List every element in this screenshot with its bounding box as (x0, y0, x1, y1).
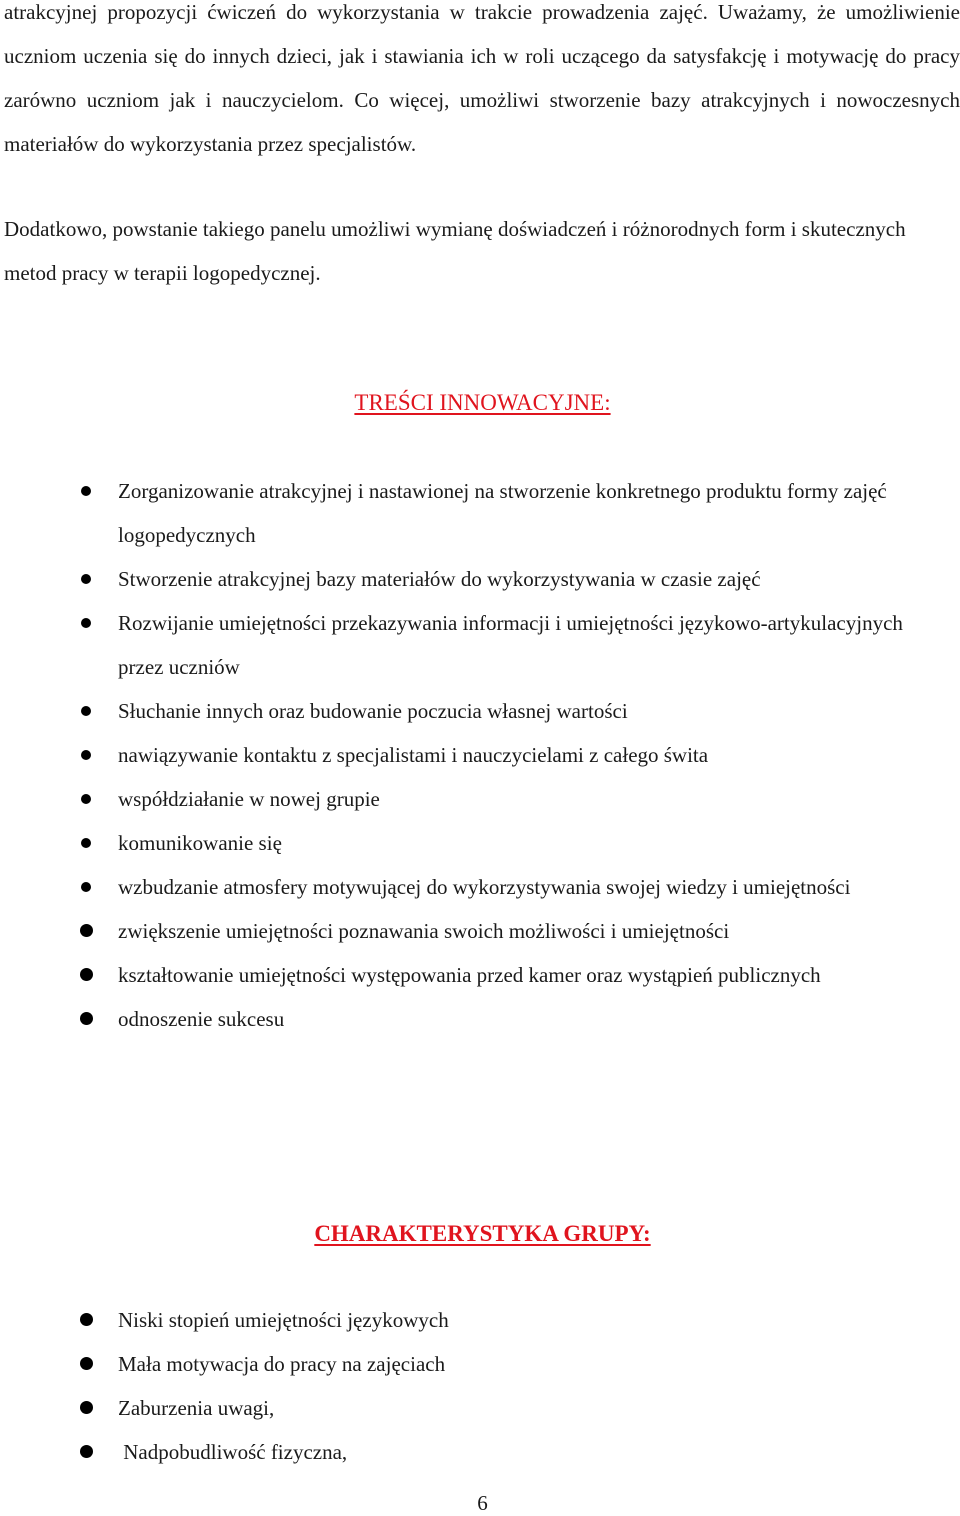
list-item (0, 777, 960, 821)
list-item-text: nawiązywanie kontaktu z specjalistami i nauczycielami z całego świta (118, 743, 709, 767)
list-item (0, 469, 960, 557)
list-item-text: Zorganizowanie atrakcyjnej i nastawionej na stworzenie konkretnego produktu formy zajęć logopedycznych (118, 479, 887, 547)
list-item-text: Nadpobudliwość fizyczna, (118, 1440, 348, 1464)
bullet-icon (81, 882, 91, 892)
list-item (0, 1342, 960, 1386)
bullet-icon (81, 838, 91, 848)
group-characteristics-list (0, 1298, 960, 1474)
list-item (0, 821, 960, 865)
innovations-list (0, 469, 960, 1041)
bullet-icon (81, 750, 91, 760)
bullet-icon (80, 968, 93, 981)
list-item-text: Mała motywacja do pracy na zajęciach (118, 1352, 446, 1376)
list-item (0, 557, 960, 601)
second-paragraph: Dodatkowo, powstanie takiego panelu umożliwi wymianę doświadczeń i różnorodnych form i skutecznych metod pracy w terapii logopedycznej. (4, 217, 906, 285)
bullet-icon (81, 574, 91, 584)
list-item (0, 997, 960, 1041)
list-item-text: Rozwijanie umiejętności przekazywania informacji i umiejętności językowo-artykulacyjnych przez uczniów (118, 611, 903, 679)
bullet-icon (80, 1401, 93, 1414)
bullet-icon (80, 1012, 93, 1025)
list-item-text: zwiększenie umiejętności poznawania swoich możliwości i umiejętności (118, 919, 730, 943)
list-item-text: Niski stopień umiejętności językowych (118, 1308, 449, 1332)
bullet-icon (81, 486, 91, 496)
list-item-text: Słuchanie innych oraz budowanie poczucia własnej wartości (118, 699, 628, 723)
bullet-icon (81, 706, 91, 716)
list-item-text: odnoszenie sukcesu (118, 1007, 285, 1031)
list-item-text: współdziałanie w nowej grupie (118, 787, 380, 811)
list-item (0, 1298, 960, 1342)
list-item (0, 953, 960, 997)
list-item (0, 909, 960, 953)
list-item (0, 1430, 960, 1474)
list-item (0, 865, 960, 909)
list-item-text: komunikowanie się (118, 831, 282, 855)
bullet-icon (80, 1357, 93, 1370)
bullet-icon (80, 1445, 93, 1458)
group-characteristics-heading: CHARAKTERYSTYKA GRUPY: (314, 1221, 651, 1246)
bullet-icon (81, 618, 91, 628)
list-item (0, 733, 960, 777)
bullet-icon (80, 924, 93, 937)
bullet-icon (80, 1313, 93, 1326)
list-item-text: Zaburzenia uwagi, (118, 1396, 275, 1420)
list-item (0, 601, 960, 689)
list-item (0, 689, 960, 733)
list-item-text: Stworzenie atrakcyjnej bazy materiałów do wykorzystywania w czasie zajęć (118, 567, 761, 591)
innovations-heading: TREŚCI INNOWACYJNE: (354, 390, 611, 415)
list-item (0, 1386, 960, 1430)
page-number: 6 (477, 1491, 488, 1515)
intro-paragraph: atrakcyjnej propozycji ćwiczeń do wykorzystania w trakcie prowadzenia zajęć. Uważamy, że umożliwienie uczniom uczenia się do innych dzieci, jak i stawiania ich w roli uczącego da satysfakcję i motywację do pracy zarówno uczniom jak i nauczycielom. Co więcej, umożliwi stworzenie bazy atrakcyjnych i nowoczesnych materiałów do wykorzystania przez specjalistów. (4, 0, 960, 156)
list-item-text: kształtowanie umiejętności występowania przed kamer oraz wystąpień publicznych (118, 963, 821, 987)
bullet-icon (81, 794, 91, 804)
list-item-text: wzbudzanie atmosfery motywującej do wykorzystywania swojej wiedzy i umiejętności (118, 875, 851, 899)
